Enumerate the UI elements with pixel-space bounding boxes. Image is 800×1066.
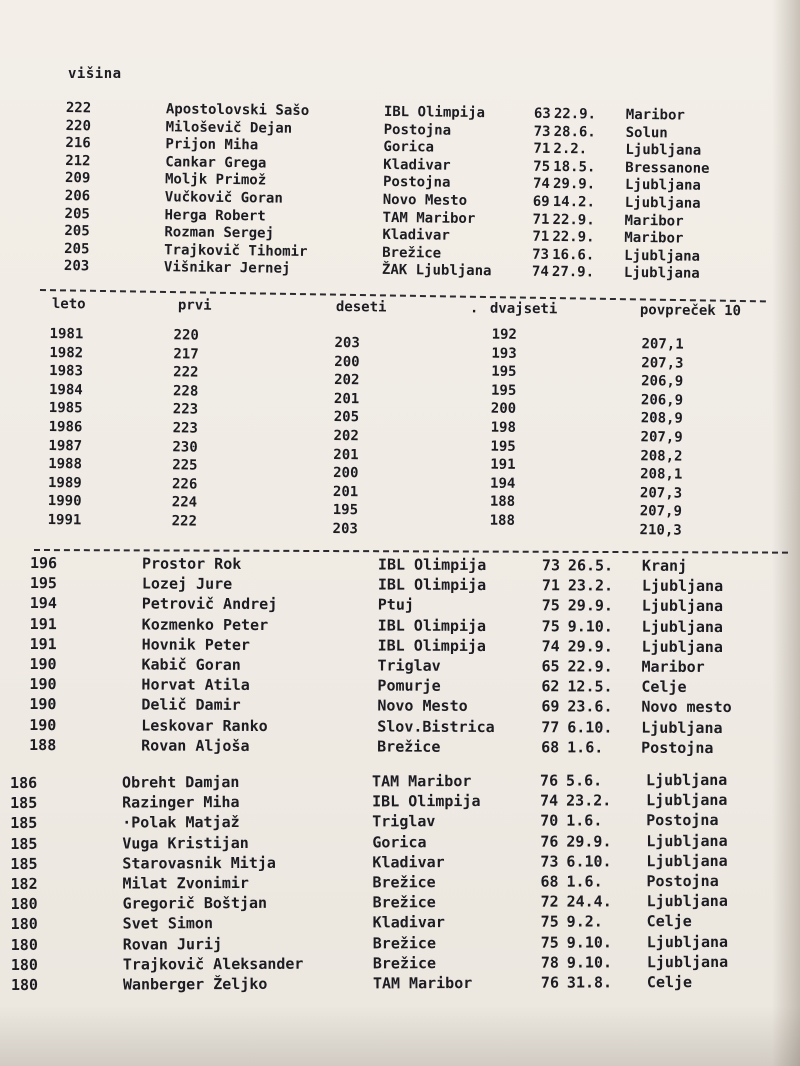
birth-year: 62 <box>541 677 560 696</box>
competition-date: 16.6. <box>552 246 595 264</box>
club-name: Kladivar <box>382 227 450 244</box>
birth-year: 75 <box>541 616 560 635</box>
competition-place: Ljubljana <box>641 597 724 616</box>
height-value: 212 <box>65 152 91 170</box>
header-prvi: prvi <box>177 297 212 314</box>
club-name: Kladivar <box>372 913 445 932</box>
athlete-name: Moljk Primož <box>164 171 267 189</box>
birth-year: 69 <box>532 193 550 210</box>
cell-povprecek: 210,3 <box>639 522 682 539</box>
athlete-name: Horvat Atila <box>141 675 250 695</box>
cell-dvajseti: 198 <box>490 419 517 436</box>
height-value: 206 <box>64 187 91 205</box>
competition-date: 29.9. <box>567 596 613 615</box>
cell-dvajseti: 188 <box>489 512 516 529</box>
competition-date: 1.6. <box>566 872 603 891</box>
cell-dvajseti: 191 <box>490 456 516 474</box>
competition-date: 22.9. <box>552 229 595 246</box>
cell-prvi: 230 <box>172 438 198 456</box>
cell-leto: 1983 <box>49 363 84 380</box>
competition-place: Maribor <box>624 212 684 230</box>
birth-year: 77 <box>541 717 560 736</box>
athlete-name: Višnikar Jernej <box>163 259 291 278</box>
competition-place: Ljubljana <box>646 932 729 951</box>
cell-povprecek: 207,9 <box>640 429 683 446</box>
athlete-name: Obreht Damjan <box>121 772 240 792</box>
athlete-name: ·Polak Matjaž <box>122 813 240 832</box>
competition-place: Bressanone <box>625 159 710 177</box>
competition-place: Ljubljana <box>641 718 723 737</box>
club-name: IBL Olimpija <box>377 575 487 595</box>
club-name: IBL Olimpija <box>383 103 486 122</box>
cell-povprecek: 206,9 <box>641 373 684 390</box>
athlete-name: Milat Zvonimir <box>122 873 249 893</box>
list-item <box>29 736 769 759</box>
competition-date: 31.8. <box>566 973 613 992</box>
cell-prvi: 223 <box>172 401 199 418</box>
competition-date: 9.10. <box>567 616 613 636</box>
competition-place: Solun <box>625 124 668 141</box>
athlete-name: Starovasnik Mitja <box>122 853 276 873</box>
cell-prvi: 225 <box>172 457 198 474</box>
competition-place: Postojna <box>646 811 719 830</box>
athlete-name: Apostolovski Sašo <box>165 101 310 119</box>
athlete-name: Rovan Aljoša <box>141 736 250 755</box>
cell-povprecek: 208,2 <box>640 447 683 465</box>
club-name: Brežice <box>382 244 442 262</box>
club-name: ŽAK Ljubljana <box>381 262 492 280</box>
birth-year: 76 <box>539 771 559 790</box>
height-value: 194 <box>29 594 57 613</box>
cell-deseti: 200 <box>334 353 360 370</box>
competition-place: Ljubljana <box>624 194 701 212</box>
height-value: 185 <box>10 854 38 873</box>
competition-date: 29.9. <box>566 831 612 851</box>
cell-povprecek: 207,9 <box>639 503 683 520</box>
athlete-name: Delič Damir <box>141 695 241 715</box>
cell-povprecek: 207,1 <box>641 336 684 353</box>
cell-prvi: 222 <box>171 513 198 530</box>
cell-deseti: 203 <box>334 334 360 352</box>
page-bottom-shadow <box>0 1006 800 1066</box>
height-value: 185 <box>10 794 38 813</box>
height-value: 205 <box>64 205 91 222</box>
cell-leto: 1984 <box>48 381 83 399</box>
competition-date: 9.10. <box>566 932 612 952</box>
competition-place: Novo mesto <box>641 697 732 717</box>
birth-year: 74 <box>540 791 559 810</box>
competition-place: Ljubljana <box>641 637 723 656</box>
competition-date: 23.2. <box>567 576 614 595</box>
height-value: 205 <box>64 240 90 258</box>
header-dot: . <box>469 300 479 317</box>
cell-dvajseti: 192 <box>491 326 517 343</box>
competition-place: Ljubljana <box>646 791 728 810</box>
club-name: TAM Maribor <box>382 209 476 227</box>
competition-date: 23.2. <box>566 791 612 810</box>
birth-year: 75 <box>540 912 559 931</box>
height-value: 209 <box>64 170 91 187</box>
cell-deseti: 203 <box>332 520 358 538</box>
header-dvajseti: dvajseti <box>489 300 558 318</box>
competition-place: Postojna <box>641 738 714 757</box>
athlete-name: Lozej Jure <box>141 574 233 594</box>
cell-prvi: 217 <box>173 345 199 363</box>
summary-table-body <box>48 326 780 538</box>
height-value: 195 <box>29 574 58 593</box>
competition-place: Ljubljana <box>624 177 701 195</box>
competition-date: 18.5. <box>553 158 596 176</box>
cell-deseti: 202 <box>333 427 359 445</box>
height-value: 180 <box>10 935 38 954</box>
cell-povprecek: 206,9 <box>640 391 684 409</box>
competition-date: 24.4. <box>566 892 612 911</box>
club-name: Postojna <box>383 121 452 139</box>
athlete-name: Kozmenko Peter <box>141 615 269 634</box>
cell-deseti: 201 <box>333 390 360 408</box>
competition-place: Ljubljana <box>645 770 728 790</box>
competition-place: Ljubljana <box>623 265 700 283</box>
club-name: Triglav <box>377 656 441 675</box>
competition-date: 9.10. <box>566 953 613 972</box>
birth-year: 76 <box>540 832 559 851</box>
birth-year: 68 <box>540 872 559 891</box>
club-name: Kladivar <box>372 852 445 872</box>
athlete-name: Kabič Goran <box>141 655 241 674</box>
club-name: Pomurje <box>377 676 441 695</box>
birth-year: 73 <box>532 246 550 263</box>
birth-year: 74 <box>532 176 550 193</box>
height-value: 190 <box>29 654 57 674</box>
height-value: 203 <box>63 258 90 275</box>
competition-place: Celje <box>646 972 693 992</box>
birth-year: 72 <box>540 892 559 911</box>
height-value: 216 <box>65 135 91 152</box>
competition-date: 1.6. <box>566 811 603 830</box>
athlete-name: Gregorič Boštjan <box>122 894 268 913</box>
list-item <box>11 972 791 996</box>
birth-year: 73 <box>540 852 559 871</box>
club-name: Slov.Bistrica <box>377 717 495 736</box>
birth-year: 63 <box>533 105 551 122</box>
cell-deseti: 205 <box>333 409 360 426</box>
cell-leto: 1986 <box>48 418 83 436</box>
cell-prvi: 224 <box>171 494 198 511</box>
cell-dvajseti: 195 <box>491 363 517 381</box>
birth-year: 73 <box>533 123 551 140</box>
competition-place: Maribor <box>641 657 705 676</box>
cell-povprecek: 207,3 <box>639 484 683 502</box>
birth-year: 75 <box>533 158 551 175</box>
cell-dvajseti: 200 <box>490 400 517 418</box>
cell-dvajseti: 195 <box>490 382 517 399</box>
club-name: Triglav <box>372 812 436 831</box>
athlete-name: Leskovar Ranko <box>141 715 268 735</box>
header-deseti: deseti <box>335 298 387 316</box>
birth-year: 73 <box>541 556 561 575</box>
competition-date: 9.2. <box>566 912 603 931</box>
competition-place: Celje <box>641 677 687 696</box>
athlete-name: Svet Simon <box>122 914 214 933</box>
athlete-name: Hovnik Peter <box>141 635 251 654</box>
ranking-list-continued <box>29 554 770 759</box>
competition-place: Ljubljana <box>646 831 728 850</box>
height-value: 180 <box>10 955 38 974</box>
club-name: Kladivar <box>383 156 451 174</box>
cell-leto: 1990 <box>47 493 82 510</box>
cell-leto: 1988 <box>48 456 83 473</box>
club-name: Brežice <box>372 953 437 973</box>
ranking-list-continued-2 <box>10 771 791 996</box>
athlete-name: Razinger Miha <box>122 793 240 812</box>
club-name: Ptuj <box>377 595 414 615</box>
club-name: Gorica <box>372 832 427 851</box>
height-value: 191 <box>29 634 57 653</box>
cell-leto: 1987 <box>48 437 83 454</box>
birth-year: 68 <box>541 737 560 756</box>
cell-dvajseti: 193 <box>491 345 517 362</box>
competition-place: Ljubljana <box>646 891 728 911</box>
height-value: 191 <box>29 614 57 633</box>
competition-date: 6.10. <box>567 717 613 737</box>
cell-povprecek: 207,3 <box>641 354 684 372</box>
height-value: 220 <box>65 117 92 134</box>
height-value: 190 <box>29 675 57 694</box>
cell-povprecek: 208,9 <box>640 410 683 428</box>
top-ranking-list <box>64 100 766 284</box>
dashed-divider <box>34 549 788 554</box>
competition-date: 14.2. <box>552 193 596 211</box>
athlete-name: Trajkovič Aleksander <box>122 954 304 974</box>
club-name: Brežice <box>372 893 436 912</box>
header-leto: leto <box>51 296 86 313</box>
athlete-name: Miloševič Dejan <box>165 118 293 137</box>
height-value: 190 <box>29 715 57 734</box>
competition-date: 5.6. <box>565 771 603 790</box>
birth-year: 65 <box>541 657 560 676</box>
competition-date: 28.6. <box>553 123 596 141</box>
competition-date: 12.5. <box>567 677 613 696</box>
athlete-name: Rovan Jurij <box>122 934 223 954</box>
birth-year: 71 <box>532 211 550 228</box>
athlete-name: Cankar Grega <box>165 153 267 172</box>
club-name: IBL Olimpija <box>377 616 487 635</box>
height-value: 196 <box>29 554 58 573</box>
club-name: IBL Olimpija <box>377 636 487 655</box>
club-name: Novo Mesto <box>377 696 468 716</box>
competition-date: 29.9. <box>552 176 596 193</box>
height-value: 180 <box>10 895 38 914</box>
competition-place: Ljubljana <box>646 952 729 971</box>
club-name: IBL Olimpija <box>377 555 487 574</box>
height-value: 185 <box>10 834 38 853</box>
yearly-summary-table <box>48 296 780 538</box>
competition-place: Ljubljana <box>641 576 724 596</box>
height-value: 182 <box>10 874 38 893</box>
club-name: Brežice <box>377 737 441 756</box>
cell-prvi: 226 <box>171 476 198 493</box>
cell-povprecek: 208,1 <box>640 466 683 483</box>
header-povprecek: povpreček 10 <box>639 302 742 320</box>
height-value: 222 <box>65 100 92 117</box>
height-value: 186 <box>10 773 38 792</box>
birth-year: 75 <box>541 596 560 615</box>
competition-place: Postojna <box>646 871 719 891</box>
athlete-name: Vučkovič Goran <box>164 189 283 207</box>
cell-deseti: 195 <box>332 502 359 519</box>
athlete-name: Trajkovič Tihomir <box>164 241 308 260</box>
birth-year: 78 <box>540 953 559 972</box>
birth-year: 69 <box>541 697 560 716</box>
competition-date: 27.9. <box>551 264 595 281</box>
birth-year: 71 <box>541 576 560 595</box>
competition-date: 29.9. <box>567 637 613 656</box>
club-name: Gorica <box>383 139 435 156</box>
height-value: 180 <box>10 915 38 934</box>
birth-year: 71 <box>532 228 550 246</box>
competition-date: 2.2. <box>553 141 588 158</box>
club-name: Postojna <box>382 174 451 192</box>
competition-place: Ljubljana <box>641 617 724 636</box>
athlete-name: Wanberger Željko <box>122 974 268 994</box>
competition-place: Ljubljana <box>646 851 728 870</box>
competition-place: Kranj <box>641 556 688 575</box>
height-value: 190 <box>29 695 57 714</box>
club-name: TAM Maribor <box>372 973 473 993</box>
competition-date: 23.6. <box>567 697 613 716</box>
cell-deseti: 201 <box>333 446 359 463</box>
cell-dvajseti: 188 <box>489 493 516 511</box>
cell-dvajseti: 194 <box>489 475 516 492</box>
height-value: 188 <box>29 735 57 754</box>
cell-leto: 1991 <box>47 511 82 529</box>
competition-date: 6.10. <box>566 852 612 871</box>
competition-date: 22.9. <box>567 657 613 676</box>
cell-prvi: 222 <box>173 364 199 381</box>
birth-year: 74 <box>531 264 549 281</box>
athlete-name: Rozman Sergej <box>164 224 275 242</box>
competition-place: Maribor <box>625 106 685 124</box>
club-name: Brežice <box>372 933 436 952</box>
competition-place: Ljubljana <box>625 142 702 159</box>
competition-date: 22.9. <box>552 211 595 229</box>
cell-leto: 1989 <box>47 474 82 492</box>
competition-place: Ljubljana <box>624 247 701 265</box>
competition-date: 1.6. <box>567 738 604 757</box>
athlete-name: Prijon Miha <box>165 136 259 154</box>
birth-year: 75 <box>540 933 559 952</box>
competition-date: 22.9. <box>553 105 597 123</box>
club-name: TAM Maribor <box>371 771 472 791</box>
cell-prvi: 223 <box>172 420 199 437</box>
cell-deseti: 202 <box>334 372 360 389</box>
height-value: 180 <box>10 975 39 994</box>
club-name: IBL Olimpija <box>372 792 481 811</box>
cell-deseti: 200 <box>333 465 359 482</box>
cell-prvi: 228 <box>172 383 199 400</box>
athlete-name: Herga Robert <box>164 206 266 225</box>
athlete-name: Prostor Rok <box>141 554 242 573</box>
cell-dvajseti: 195 <box>490 438 516 455</box>
birth-year: 74 <box>541 636 560 656</box>
club-name: Novo Mesto <box>382 191 468 209</box>
height-value: 185 <box>10 814 38 833</box>
birth-year: 76 <box>540 973 560 992</box>
club-name: Brežice <box>372 873 436 892</box>
athlete-name: Petrovič Andrej <box>141 594 278 614</box>
cell-leto: 1985 <box>48 400 83 417</box>
competition-place: Maribor <box>624 229 684 247</box>
birth-year: 71 <box>533 140 551 158</box>
competition-date: 26.5. <box>567 556 614 575</box>
cell-leto: 1981 <box>49 325 84 343</box>
height-value: 205 <box>64 223 90 240</box>
section-heading: višina <box>68 66 122 82</box>
cell-leto: 1982 <box>49 344 84 361</box>
cell-deseti: 201 <box>332 483 359 500</box>
birth-year: 70 <box>540 811 559 831</box>
athlete-name: Vuga Kristijan <box>122 833 249 853</box>
competition-place: Celje <box>646 912 692 931</box>
cell-prvi: 220 <box>173 327 199 344</box>
